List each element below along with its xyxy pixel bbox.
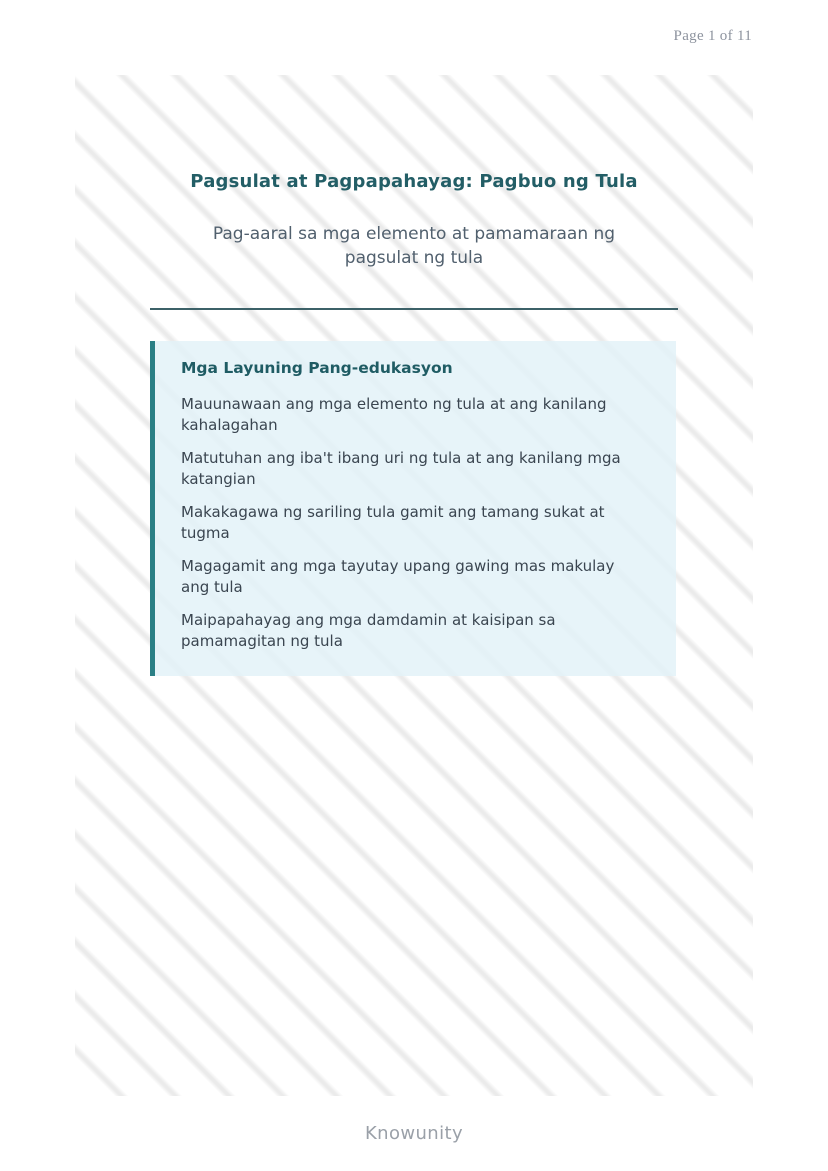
document-title: Pagsulat at Pagpapahayag: Pagbuo ng Tula bbox=[190, 171, 638, 192]
objectives-heading: Mga Layuning Pang-edukasyon bbox=[181, 359, 453, 377]
worksheet-paper bbox=[75, 75, 753, 1096]
knowunity-brand-footer: Knowunity bbox=[364, 1123, 464, 1144]
objective-item: Makakagawa ng sariling tula gamit ang tamang sukat at tugma bbox=[181, 503, 605, 542]
page-indicator: Page 1 of 11 bbox=[673, 28, 752, 44]
objective-item: Mauunawaan ang mga elemento ng tula at ang kanilang kahalagahan bbox=[181, 395, 607, 434]
objective-item: Magagamit ang mga tayutay upang gawing mas makulay ang tula bbox=[181, 557, 615, 596]
section-divider bbox=[150, 308, 678, 310]
objective-item: Maipapahayag ang mga damdamin at kaisipan sa pamamagitan ng tula bbox=[181, 611, 556, 650]
objective-item: Matutuhan ang iba't ibang uri ng tula at ang kanilang mga katangian bbox=[181, 449, 621, 488]
document-subtitle: Pag-aaral sa mga elemento at pamamaraan ng pagsulat ng tula bbox=[212, 224, 616, 268]
objectives-box bbox=[150, 341, 676, 676]
